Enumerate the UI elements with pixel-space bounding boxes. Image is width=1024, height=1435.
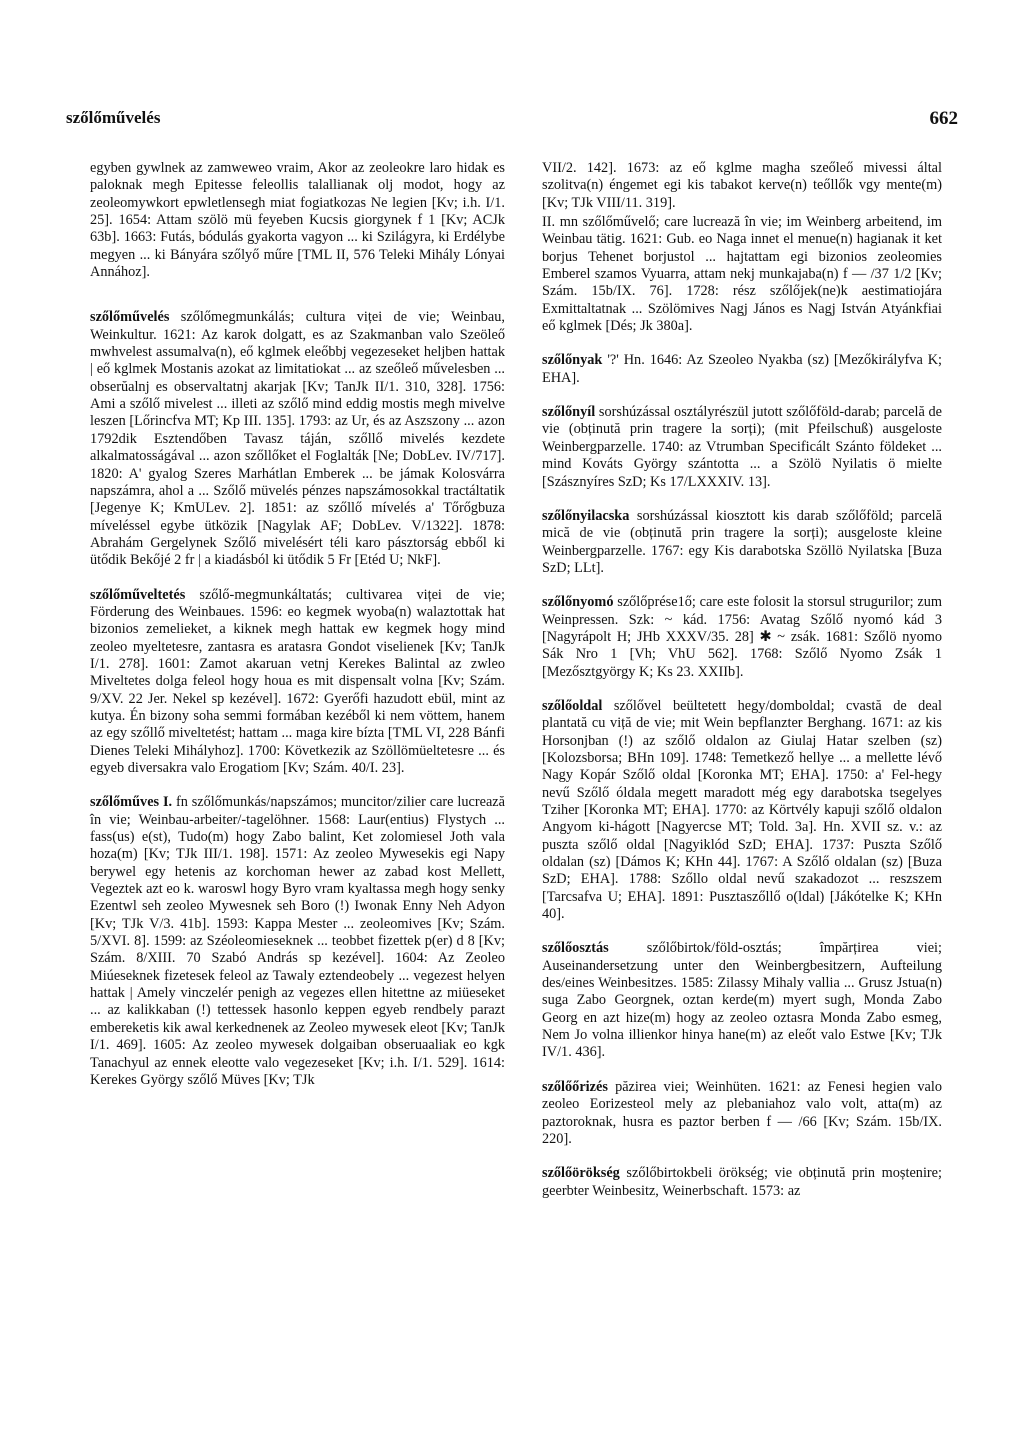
dictionary-entry — [542, 352, 942, 387]
dictionary-entry — [542, 508, 942, 577]
entry-headword: szőlőnyíl — [542, 404, 596, 421]
entry-headword: szőlőörökség — [542, 1165, 620, 1182]
entry-headword: szőlőőrizés — [542, 1078, 608, 1095]
entry-text: szőlővel beültetett hegy/domboldal; cvastă de deal plantată cu viță de vie; mit Wein bepflanzter Berghang. 1671: az kis Horsonjban (!) az szőlő oldalon az Giulaj Hatar szelben (sz) [Kolozsborsa; BHn 109]. 1748: Temetkező hellye ... a mellette lévő Nagy Kopár Szőlő oldal [Koronka MT; EHA]. 1750: a' Fel-hegy nevű Szőlő óldala megett maradott még egy darabotska tsegelyes Tziher [Koronka MT; EHA]. 1770: az Körtvély kapuji szőlő oldalon Angyom ki-hágott [Nagyercse MT; Told. 3a]. Hn. XVII sz. v.: az puszta szőlő oldal [Nagyiklód SzD; EHA]. 1737: Puszta Szőlő oldalan (sz) [Dámos K; KHn 44]. 1767: A Szőlő oldalan (sz) [Buza SzD; EHA]. 1788: Szőllo oldal nevű szakadozot ... reszszem [Tarcsafva U; EHA]. 1891: Pusztaszőllő o(ldal) [Jákótelke K; KHn 40]. — [542, 697, 942, 923]
entry-headword: szőlőosztás — [542, 940, 609, 957]
entry-sense-2 — [542, 214, 942, 335]
entry-text: păzirea viei; Weinhüten. 1621: az Fenesi hegien valo zeoleo Eorizesteol mely az plebaniahoz valo volt, atta(m) az paztoroknak, husra es paztor berben f — /66 [Kv; Szám. 15b/IX. 220]. — [542, 1078, 942, 1147]
running-head-word: szőlőművelés — [66, 108, 161, 127]
right-column — [542, 160, 942, 1217]
dictionary-entry — [542, 594, 942, 681]
entry-text: egyben gywlnek az zamweweo vraim, Akor az zeoleokre laro hidak es paloknak megh Epitesse feleollis talallianak olj modot, hogy az zeoleomywkort epwletlensegh miat fogiatkozas Ne legien [Kv; i.h. I/1. 25]. 1654: Attam szölö mü feyeben Kucsis giorgynek f 1 [Kv; ACJk 63b]. 1663: Futás, bódulás gyakorta vagyon ... ki Szilágyra, ki Erdélybe megyen ... ki Bányára szőlyő műre [TML II, 576 Teleki Mihály Lónyai Annához]. — [90, 160, 505, 281]
dictionary-entry — [542, 940, 942, 1061]
entry-text: szőlő-megmunkáltatás; cultivarea viței de vie; Förderung des Weinbaues. 1596: eo kegmek wyoba(n) walaztottak hat bizonios zemelieket, a kiknek megh hattak ew kegmek hogy mind zeoleo myeltetesre, zantasra es aratasra Gondot viselienek [Kv; TanJk I/1. 278]. 1601: Zamot akaruan vetnj Kerekes Balintal az zwleo Miveltetes dolga feleol hogy houa es mit dispensalt volna [Kv; Szám. 9/XV. 22 Jer. Nekel sp kezével]. 1672: Gyerőfi hazudott ebül, mint az kutya. Én bizony soha semmi formában kezéből ki nem vöttem, hanem az egy szőllő miveltetést; hattam ... maga kire bízta [TML VI, 228 Bánfi Dienes Teleki Mihályhoz]. 1700: Következik az Szöllömüeltetesre ... és egyeb diversakra valo Erogatiom [Kv; Szám. 40/I. 23]. — [90, 586, 505, 776]
dictionary-entry — [90, 794, 505, 1089]
entry-headword: szőlőműves I. — [90, 794, 173, 811]
entry-text: szőlőmegmunkálás; cultura viței de vie; Weinbau, Weinkultur. 1621: Az karok dolgatt, es az Szakmanban valo Szeöleő mwhvelest assumalva(n), eő kglmek eleőbbj vegezeseket heljben hattak | eő kglmek Mostanis azokat az limitatiokat ... az szeőleő művelesben ... obserŭalnj es observaltatnj akarjak [Kv; TanJk II/1. 310, 328]. 1756: Ami a szőlő mivelest ... illeti az szőlő mind eddig mostis megh mivelve leszen [Lőrincfva MT; Kp III. 135]. 1793: az Ur, és az Aszszony ... azon 1792dik Esztendőben Tavasz táján, szőllő mivelés kezdete alkalmatosságával ... azon szőllőket el Foglalták [Ne; DobLev. IV/717]. 1820: A' gyalog Szeres Marhátlan Emberek ... be jámak Kolosvárra napszámra, ahol a ... Szőlő müvelés pénzes napszámosokkal tractáltatik [Jegenye K; KmULev. 2]. 1851: az szőllő mívelés a' Tőrőgbuza míveléssel egybe ütközik [Nagylak AF; DobLev. V/1322]. 1878: Abrahám Gergelynek Szőlő mivelésért téli karo pásztorság ebből ki ütődik Bekőjé 2 fr | a kiadásból ki ütődik 5 Fr [Etéd U; NkF]. — [90, 309, 505, 569]
entry-continuation — [542, 160, 942, 212]
entry-headword: szőlőoldal — [542, 697, 603, 714]
entry-text: fn szőlőmunkás/napszámos; muncitor/zilier care lucrează în vie; Weinbau-arbeiter/-tagelöhner. 1568: Laur(entius) Flystych ... fass(us) e(st), Tudo(m) hogy Zabo balint, Ket zolomiesel Joth vala hoza(m) [Kv; TJk III/1. 198]. 1571: Az zeoleo Mywesekis egi Napy berywel egy hetenis az korchoman hewer az zabad kost Mellett, Vegeztek azt eo k. waroswl hogy Byro vram kyaltassa megh hogy senky Ezentwl seh zeoleo Mywesnek seh Boro (!) Iwonak Enny Neh Adyon [Kv; TJk V/3. 41b]. 1593: Kappa Mester ... zeoleomives [Kv; Szám. 5/XVI. 8]. 1599: az Széoleomieseknek ... teobbet fizettek p(er) d 8 [Kv; Szám. 8/XIII. 70 Szabó András sp kezével]. 1604: Az Zeoleo Miúeseknek fizetesek feleol az Tawaly eztendeobely ... vegezest helyen hattak | Amely vinczelér penigh az vegezes ellen hitettne az miüeseket ... az kalikkaban (!) tettessek hasonlo keppen egyeb rendbely parazt embereketis kik awal kerkednenek az Zeoleo mywesek eleot [Kv; TanJk I/1. 469]. 1605: Az zeoleo mywesek dolgaiban obseruaaliak eo kgk Tanachyul az ennek eleotte valo vegezeseket [Kv; i.h. I/1. 529]. 1614: Kerekes György szőlő Müves [Kv; TJk — [90, 794, 505, 1088]
entry-headword: szőlőművelés — [90, 309, 170, 326]
left-column — [90, 160, 505, 1106]
entry-text: szőlőbirtok/föld-osztás; împărțirea viei; Auseinandersetzung unter den Weinbergbesitzern, Aufteilung des/eines Weinbesitzes. 1585: Zilassy Mihaly vallia ... Grusz Jstua(n) suga Zabo Georgnek, oztan kerde(m) myert sugh, Monda Zabo Georg en azt hize(m) hogy az zeoleo oztasra Monda Zabo esmeg, Nem Jo volna illienkor hinya hane(m) az eleőt valo Estwe [Kv; TJk IV/1. 436]. — [542, 940, 942, 1061]
entry-headword: szőlőnyak — [542, 352, 603, 369]
dictionary-entry — [542, 404, 942, 491]
running-head — [66, 108, 958, 132]
dictionary-entry — [90, 309, 505, 569]
entry-headword: szőlőnyomó — [542, 594, 614, 611]
entry-text: sorshúzással kiosztott kis darab szőlőföld; parcelă mică de vie (obținută prin tragere la sorți); ausgeloste kleine Weinbergparzelle. 1767: egy Kis darabotska Szöllö Nyilatska [Buza SzD; LLt]. — [542, 507, 943, 576]
dictionary-entry — [542, 1079, 942, 1148]
entry-text: szőlőprése1ő; care este folosit la storsul strugurilor; zum Weinpressen. Szk: ~ kád. 1756: Avatag Szőlő nyomó kád 3 [Nagyrápolt H; JHb XXXV/35. 28] ✱ ~ zsák. 1681: Szőlö nyomo Sák Nro 1 [Vh; VhU 562]. 1768: Szőlő Nyomo Zsák 1 [Mezősztgyörgy K; Ks 23. XXIIb]. — [542, 594, 942, 680]
entry-text: VII/2. 142]. 1673: az eő kglme magha szeőleő mivessi által szolitva(n) éngemet egi kis tabakot kerve(n) teőllők vgy mente(m) [Kv; TJk VIII/11. 319]. — [542, 160, 942, 211]
entry-text: II. mn szőlőművelő; care lucrează în vie; im Weinberg arbeitend, im Weinbau tätig. 1621: Gub. eo Naga innet el menue(n) hagianak it ket borjus Tehenet borjustol ... hajtattam egi bizonios zeoleomies Emberel szamos Vyuarra, attam nekj munkajaba(n) f — /37 1/2 [Kv; Szám. 15b/IX. 76]. 1728: rész szőlőjek(ne)k aestimatiojára Exmittaltatnak ... Szölömives Nagj János es Nagj István Atyánkfiai eő kglmek [Dés; Jk 380a]. — [542, 214, 942, 335]
dictionary-entry — [542, 1165, 942, 1200]
entry-text: szőlőbirtokbeli örökség; vie obținută prin moștenire; geerbter Weinbesitz, Weinerbschaft. 1573: az — [542, 1165, 942, 1199]
entry-continuation — [90, 160, 505, 281]
page-number: 662 — [929, 108, 958, 129]
entry-text: '?' Hn. 1646: Az Szeoleo Nyakba (sz) [Mezőkirályfva K; EHA]. — [542, 352, 942, 386]
dictionary-entry — [90, 587, 505, 778]
entry-headword: szőlőnyilacska — [542, 507, 630, 524]
entry-text: sorshúzással osztályrészül jutott szőlőföld-darab; parcelă de vie (obținută prin tragere la sorți); (mit Pfeilschuß) ausgeloste Weinbergparzelle. 1740: az Vtrumban Specificált Szánto földeket ... mind Kováts György szántotta ... a Szölö Nyilatis ö mielte [Szásznyíres SzD; Ks 17/LXXXIV. 13]. — [542, 404, 942, 490]
entry-headword: szőlőműveltetés — [90, 586, 186, 603]
dictionary-entry — [542, 698, 942, 923]
